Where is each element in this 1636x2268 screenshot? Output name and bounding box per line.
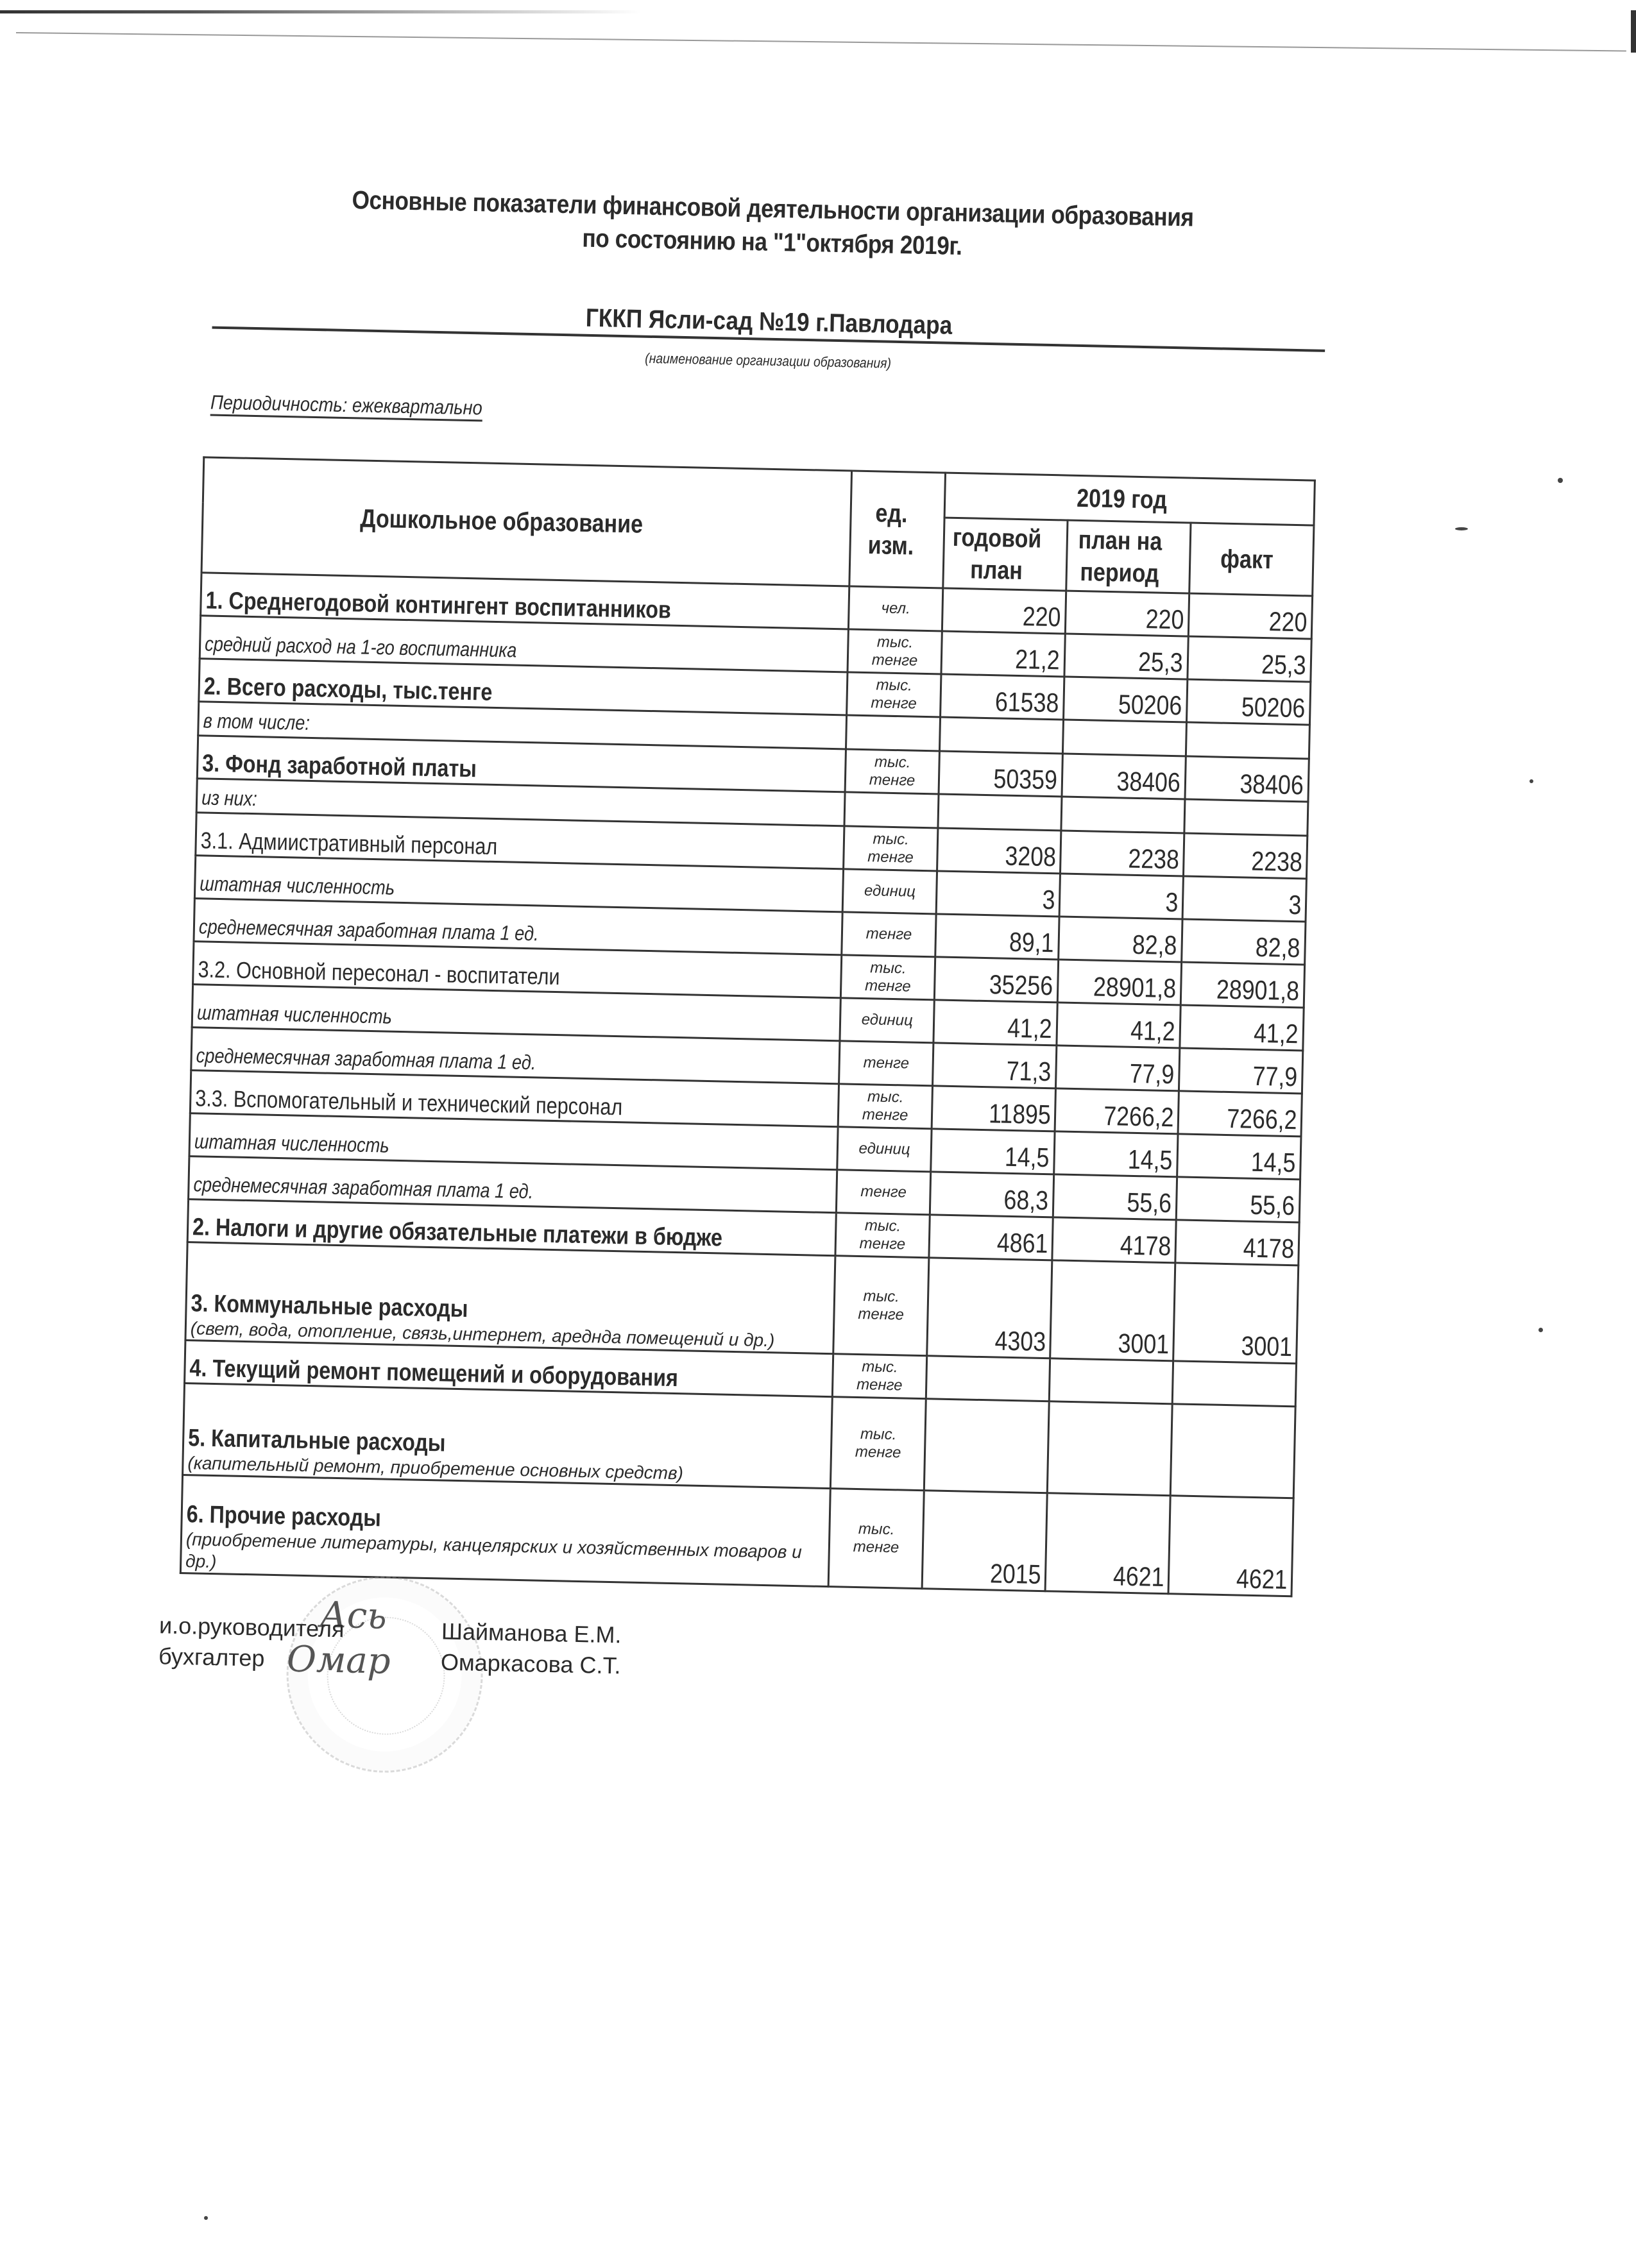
row-label: 2. Налоги и другие обязательные платежи в бюдже [187, 1199, 836, 1256]
period-plan-cell: 3001 [1050, 1260, 1175, 1361]
annual-plan-cell: 71,3 [933, 1043, 1057, 1088]
fact-cell: 38406 [1185, 756, 1309, 802]
unit-cell: тыс. тенге [838, 1084, 933, 1129]
signature-accountant: Омар [286, 1638, 391, 1682]
row-label: 3.3. Вспомогательный и технический персонал [190, 1071, 839, 1127]
header-unit: ед. изм. [849, 471, 946, 588]
fact-cell [1170, 1404, 1295, 1498]
period-plan-cell: 38406 [1062, 754, 1186, 799]
period-plan-cell: 77,9 [1056, 1045, 1180, 1091]
annual-plan-cell: 89,1 [935, 914, 1059, 960]
fact-cell: 4178 [1175, 1220, 1299, 1265]
period-plan-cell [1047, 1401, 1172, 1496]
title-line-1: Основные показатели финансовой деятельности организации образования [352, 186, 1194, 232]
row-label: штатная численность [189, 1113, 838, 1170]
fact-cell: 25,3 [1188, 636, 1311, 682]
table-body [180, 573, 1312, 1596]
annual-plan-cell: 2015 [922, 1491, 1047, 1591]
period-plan-cell: 82,8 [1059, 917, 1182, 962]
unit-cell: тыс. тенге [843, 826, 938, 871]
period-plan-cell [1061, 797, 1185, 833]
annual-plan-cell: 50359 [939, 751, 1062, 797]
organization-caption: (наименование организации образования) [645, 350, 892, 371]
fact-cell: 7266,2 [1178, 1091, 1302, 1137]
header-fact: факт [1189, 523, 1314, 596]
row-label: среднемесячная заработная плата 1 ед. [194, 899, 842, 955]
fact-cell: 3001 [1173, 1263, 1299, 1364]
header-period-plan: план на период [1066, 520, 1191, 593]
unit-cell: тыс. тенге [840, 955, 935, 1000]
signature-role: и.о.руководителя [158, 1612, 345, 1643]
row-label: из них: [196, 779, 845, 826]
period-plan-cell: 25,3 [1064, 634, 1188, 679]
annual-plan-cell: 14,5 [931, 1129, 1055, 1174]
period-plan-cell: 2238 [1061, 831, 1184, 876]
title-line-2: по состоянию на "1"октября 2019г. [582, 224, 962, 261]
row-label: в том числе: [198, 702, 847, 749]
unit-cell: единиц [842, 869, 937, 914]
unit-cell: тыс. тенге [828, 1489, 925, 1589]
annual-plan-cell [926, 1356, 1050, 1401]
unit-cell: единиц [840, 998, 935, 1043]
row-label: среднемесячная заработная плата 1 ед. [189, 1156, 837, 1213]
row-label: 3.2. Основной пересонал - воспитатели [193, 942, 842, 998]
period-plan-cell: 4178 [1052, 1217, 1176, 1263]
fact-cell: 28901,8 [1180, 962, 1304, 1008]
row-label: 3.1. Адмиистративный персонал [196, 813, 844, 869]
row-label: 3. Фонд заработной платы [197, 736, 846, 792]
period-plan-cell: 28901,8 [1057, 960, 1181, 1005]
annual-plan-cell [925, 1399, 1050, 1493]
period-plan-cell: 14,5 [1054, 1131, 1178, 1177]
fact-cell: 2238 [1184, 833, 1308, 879]
fact-cell [1184, 799, 1308, 836]
annual-plan-cell [940, 717, 1064, 754]
row-label: 4. Текущий ремонт помещений и оборудования [185, 1341, 833, 1397]
row-sublabel: (приобретение литературы, канцелярских и хозяйственных товаров и др.) [185, 1529, 803, 1572]
unit-cell [846, 715, 940, 751]
fact-cell: 4621 [1168, 1496, 1293, 1596]
annual-plan-cell: 61538 [941, 674, 1064, 720]
unit-cell: чел. [848, 586, 943, 631]
row-label: 1. Среднегодовой контингент воспитанников [201, 573, 849, 629]
organization-field [212, 296, 1325, 352]
period-plan-cell [1049, 1358, 1173, 1404]
row-label: штатная численность [192, 985, 840, 1041]
annual-plan-cell: 35256 [935, 957, 1059, 1003]
annual-plan-cell: 220 [942, 588, 1066, 634]
annual-plan-cell [938, 794, 1062, 831]
unit-cell: тыс. тенге [832, 1354, 927, 1399]
unit-cell: тенге [836, 1170, 931, 1215]
period-plan-cell: 220 [1066, 591, 1189, 636]
period-plan-cell: 41,2 [1057, 1003, 1180, 1048]
unit-cell: тыс. тенге [845, 749, 940, 794]
unit-cell: тенге [839, 1041, 933, 1086]
annual-plan-cell: 68,3 [930, 1172, 1054, 1217]
row-sublabel: (свет, вода, отопление, связь,интернет, ареднда помещений и др.) [190, 1318, 775, 1351]
annual-plan-cell: 4861 [929, 1215, 1053, 1260]
row-label: средний расход на 1-го воспитанника [200, 616, 848, 672]
period-plan-cell: 3 [1059, 874, 1183, 919]
signature-role: бухгалтер [158, 1643, 265, 1671]
fact-cell [1186, 722, 1309, 759]
financial-indicators-table [180, 456, 1316, 1597]
fact-cell [1172, 1361, 1296, 1407]
fact-cell: 14,5 [1177, 1134, 1301, 1180]
unit-cell: тенге [842, 912, 937, 957]
periodicity-label: Периодичность: ежеквартально [210, 391, 482, 422]
signatures-block [158, 1610, 622, 1681]
fact-cell: 77,9 [1179, 1048, 1302, 1094]
period-plan-cell: 7266,2 [1055, 1088, 1179, 1134]
fact-cell: 55,6 [1176, 1177, 1300, 1223]
row-label: 5. Капитальные расходы (капительный ремонт, приобретение основных средств) [183, 1384, 833, 1489]
header-year: 2019 год [944, 473, 1315, 525]
unit-cell [844, 792, 939, 828]
row-label: 3. Коммунальные расходы (свет, вода, отопление, связь,интернет, ареднда помещений и др.) [185, 1242, 835, 1354]
row-label: 6. Прочие расходы (приобретение литературы, канцелярских и хозяйственных товаров и др.) [180, 1475, 830, 1587]
signature-name: Шайманова Е.М. [441, 1618, 622, 1648]
unit-cell: тыс. тенге [830, 1397, 926, 1491]
period-plan-cell: 55,6 [1053, 1174, 1177, 1220]
annual-plan-cell: 11895 [932, 1086, 1055, 1131]
header-annual-plan: годовой план [943, 518, 1068, 591]
fact-cell: 220 [1188, 593, 1312, 639]
fact-cell: 41,2 [1180, 1005, 1304, 1051]
annual-plan-cell: 3208 [937, 828, 1061, 874]
row-label: 2. Всего расходы, тыс.тенге [199, 659, 848, 715]
row-label: среднемесячная заработная плата 1 ед. [191, 1028, 840, 1084]
unit-cell: тыс. тенге [833, 1256, 930, 1356]
annual-plan-cell: 21,2 [941, 631, 1065, 677]
row-sublabel: (капительный ремонт, приобретение основных средств) [187, 1453, 684, 1484]
unit-cell: единиц [837, 1127, 932, 1172]
signature-director: Ась [319, 1594, 388, 1638]
unit-cell: тыс. тенге [848, 629, 942, 674]
fact-cell: 3 [1182, 876, 1306, 922]
period-plan-cell [1063, 720, 1187, 756]
fact-cell: 82,8 [1182, 919, 1306, 965]
period-plan-cell: 50206 [1064, 677, 1188, 722]
unit-cell: тыс. тенге [835, 1213, 930, 1258]
annual-plan-cell: 41,2 [933, 1000, 1057, 1045]
organization-name: ГККП Ясли-сад №19 г.Павлодара [585, 303, 953, 340]
fact-cell: 50206 [1187, 679, 1311, 725]
period-plan-cell: 4621 [1045, 1493, 1170, 1594]
annual-plan-cell: 3 [936, 871, 1060, 917]
unit-cell: тыс. тенге [846, 672, 941, 717]
document-title [343, 183, 1202, 268]
annual-plan-cell: 4303 [927, 1258, 1052, 1358]
row-label: штатная численность [194, 856, 843, 912]
signature-name: Омаркасова С.Т. [440, 1648, 621, 1679]
header-section: Дошкольное образование [201, 457, 851, 586]
